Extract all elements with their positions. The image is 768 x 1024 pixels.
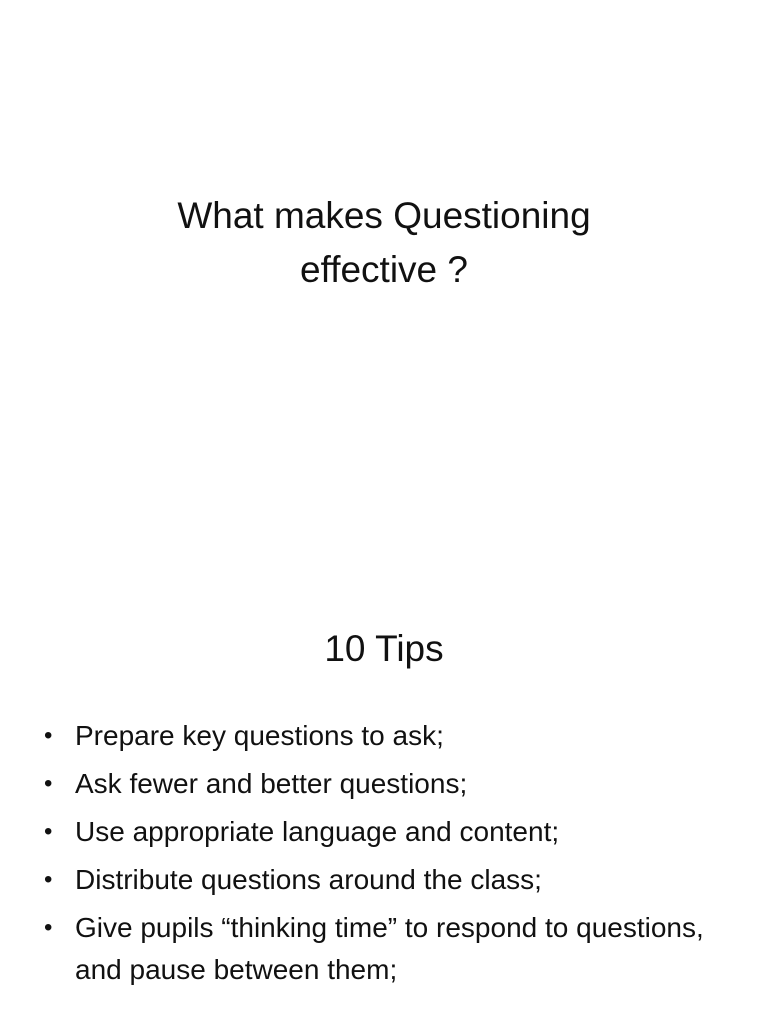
tip-text: Prepare key questions to ask; <box>75 720 444 751</box>
tip-text: Give pupils “thinking time” to respond to questions, and pause between them; <box>75 912 704 985</box>
bullet-icon: • <box>44 770 53 797</box>
list-item <box>44 811 734 853</box>
list-item <box>44 763 734 805</box>
bullet-icon: • <box>44 818 53 845</box>
bullet-icon: • <box>44 914 53 941</box>
tip-text: Ask fewer and better questions; <box>75 768 468 799</box>
slide-title-line-2: effective ? <box>300 249 468 290</box>
tips-list <box>44 715 734 997</box>
slide-title-line-1: What makes Questioning <box>177 195 591 236</box>
list-item <box>44 907 734 991</box>
list-item <box>44 859 734 901</box>
tip-text: Use appropriate language and content; <box>75 816 560 847</box>
tip-text: Distribute questions around the class; <box>75 864 542 895</box>
slide-title <box>60 189 708 297</box>
list-item <box>44 715 734 757</box>
tips-heading: 10 Tips <box>324 628 444 669</box>
bullet-icon: • <box>44 866 53 893</box>
bullet-icon: • <box>44 722 53 749</box>
